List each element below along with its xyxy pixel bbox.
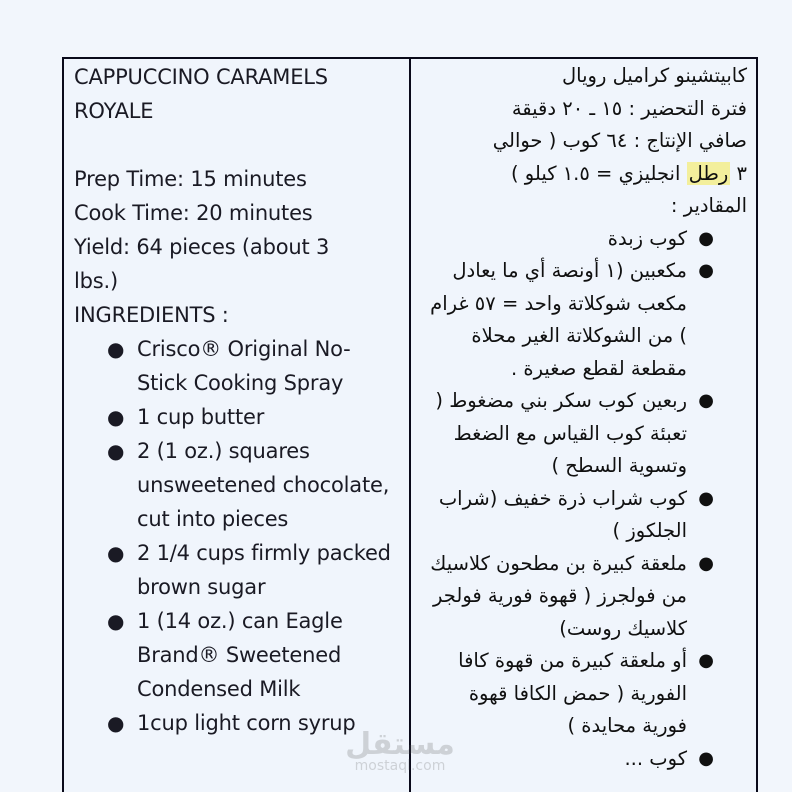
arabic-yield-line-1: صافي الإنتاج : ٦٤ كوب ( حوالي: [492, 129, 747, 152]
arabic-ingredient-item: [419, 223, 747, 256]
bullet-icon: ●: [107, 337, 125, 361]
arabic-ingredients-heading: المقادير :: [670, 194, 747, 217]
arabic-ingredient-text: كوب ...: [624, 746, 687, 770]
arabic-ingredient-text: ربعين كوب سكر بني مضغوط ( تعبئة كوب القياس مع الضغط وتسوية السطح ): [435, 389, 687, 477]
arabic-ingredient-item: [419, 255, 747, 385]
ingredient-item: [74, 706, 394, 740]
arabic-ingredient-text: كوب زبدة: [607, 226, 687, 250]
bullet-icon: ●: [698, 552, 714, 574]
bullet-icon: ●: [107, 405, 125, 429]
recipe-title-line-1: CAPPUCCINO CARAMELS: [74, 65, 328, 89]
arabic-ingredient-text: أو ملعقة كبيرة من قهوة كافا الفورية ( حمض الكافا قهوة فورية محايدة ): [458, 649, 687, 737]
ingredient-text: Crisco® Original No-Stick Cooking Spray: [137, 337, 351, 395]
ingredient-text: 1 cup butter: [137, 405, 265, 429]
watermark-arabic: مستقل: [345, 727, 455, 762]
ingredient-text: 1cup light corn syrup: [137, 711, 356, 735]
yield-line-2: lbs.): [74, 269, 118, 293]
ingredient-text: 1 (14 oz.) can Eagle Brand® Sweetened Condensed Milk: [137, 609, 343, 701]
bullet-icon: ●: [698, 227, 714, 249]
ingredient-item: [74, 400, 394, 434]
bullet-icon: ●: [107, 609, 125, 633]
recipe-table: [62, 57, 758, 792]
bullet-icon: ●: [107, 711, 125, 735]
highlighted-word: رطل: [688, 161, 729, 185]
bullet-icon: ●: [698, 747, 714, 769]
ingredient-item: [74, 332, 394, 400]
arabic-ingredient-text: كوب شراب ذرة خفيف (شراب الجلكوز ): [438, 486, 687, 542]
bullet-icon: ●: [107, 439, 125, 463]
arabic-ingredient-item: [419, 645, 747, 743]
arabic-recipe-title: كابيتشينو كراميل رويال: [562, 64, 747, 87]
arabic-yield-line-2: [419, 158, 747, 191]
ingredient-item: [74, 434, 394, 536]
ingredient-text: 2 (1 oz.) squares unsweetened chocolate, cut into pieces: [137, 439, 390, 531]
arabic-ingredient-text: ملعقة كبيرة بن مطحون كلاسيك من فولجرز ( قهوة فورية فولجر كلاسيك روست): [430, 551, 687, 640]
arabic-ingredient-item: [419, 483, 747, 548]
bullet-icon: ●: [698, 487, 714, 509]
english-recipe-cell: [64, 59, 411, 792]
bullet-icon: ●: [698, 650, 714, 671]
yield-line-1: Yield: 64 pieces (about 3: [74, 235, 330, 259]
bullet-icon: ●: [698, 390, 714, 411]
arabic-ingredient-text: مكعبين (١ أونصة أي ما يعادل مكعب شوكلاتة واحد = ٥٧ غرام ) من الشوكلاتة الغير محلاة مقطعة لقطع صغيرة .: [430, 259, 687, 380]
arabic-ingredient-item: [419, 548, 747, 646]
bullet-icon: ●: [107, 541, 125, 565]
bullet-icon: ●: [698, 260, 714, 281]
arabic-recipe-cell: [411, 59, 756, 792]
cook-time: Cook Time: 20 minutes: [74, 201, 313, 225]
arabic-yield-prefix: ٣: [730, 161, 747, 185]
arabic-prep-time: فترة التحضير : ١٥ ـ ٢٠ دقيقة: [511, 96, 747, 120]
watermark-latin: mostaql.com: [354, 758, 446, 774]
recipe-title-line-2: ROYALE: [74, 99, 154, 123]
ingredients-heading: INGREDIENTS :: [74, 303, 229, 327]
prep-time: Prep Time: 15 minutes: [74, 167, 307, 191]
arabic-yield-suffix: انجليزي = ١.٥ كيلو ): [511, 161, 687, 185]
arabic-ingredient-item: [419, 385, 747, 483]
arabic-ingredient-item: [419, 743, 747, 776]
ingredient-text: 2 1/4 cups firmly packed brown sugar: [137, 541, 391, 599]
ingredient-item: [74, 604, 394, 706]
blank-line: [74, 128, 409, 162]
english-ingredients-list: [74, 332, 409, 740]
arabic-ingredients-list: [419, 223, 747, 776]
ingredient-item: [74, 536, 394, 604]
